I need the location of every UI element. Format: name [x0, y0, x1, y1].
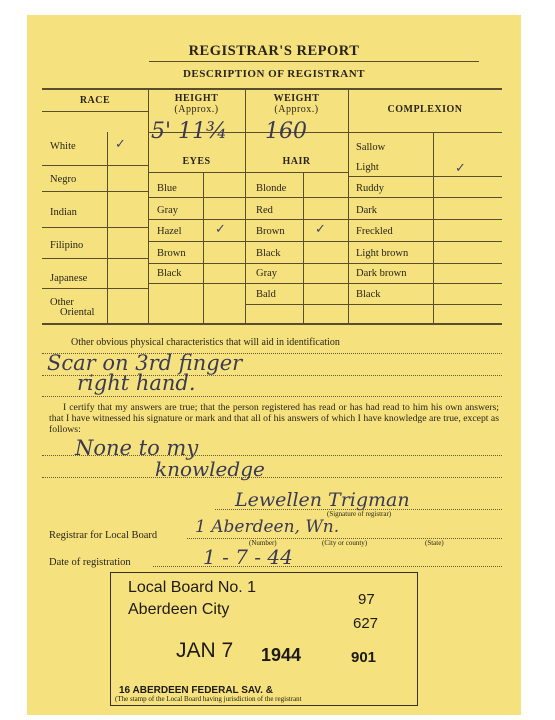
complexion-ruddy: Ruddy — [356, 183, 385, 194]
registration-date: 1 - 7 - 44 — [203, 545, 293, 569]
col-line — [303, 172, 304, 323]
eyes-hazel: Hazel — [157, 226, 182, 237]
row-line — [148, 283, 502, 284]
stamp-bottom-text: 16 ABERDEEN FEDERAL SAV. & — [119, 685, 273, 696]
exceptions-line-1: None to my — [75, 436, 199, 460]
row-line — [148, 172, 348, 173]
date-label: Date of registration — [49, 557, 131, 568]
complexion-light: Light — [356, 162, 379, 173]
eyes-black: Black — [157, 268, 182, 279]
col-line — [148, 90, 149, 323]
col-line — [348, 90, 349, 323]
row-line — [148, 263, 502, 264]
row-line — [42, 227, 148, 228]
characteristics-line-1: Scar on 3rd finger — [47, 351, 243, 375]
stamp-num-2: 627 — [353, 615, 379, 632]
eyes-header: EYES — [182, 156, 211, 167]
race-oriental: Oriental — [60, 307, 95, 318]
race-filipino: Filipino — [50, 240, 84, 251]
hair-black: Black — [256, 248, 281, 259]
certification-text: I certify that my answers are true; that the person registered has read or has had read to him his own answers; that I have witnessed his signature or mark and that all of his answers of which I have knowledge are true, except as follows: — [49, 402, 499, 435]
eyes-brown: Brown — [157, 248, 186, 259]
registration-card — [27, 15, 521, 715]
registrar-label: Registrar for Local Board — [49, 530, 158, 541]
stamp-city: Aberdeen City — [128, 601, 230, 618]
complexion-dark: Dark — [356, 205, 377, 216]
report-title: REGISTRAR'S REPORT — [188, 43, 360, 59]
signature-caption: (Signature of registrar) — [327, 510, 392, 518]
characteristics-line-2: right hand. — [77, 371, 196, 395]
race-white: White — [50, 141, 76, 152]
row-line — [245, 304, 502, 305]
col-line — [203, 172, 204, 323]
weight-sub: (Approx.) — [274, 104, 319, 115]
height-sub: (Approx.) — [174, 104, 219, 115]
rule — [42, 396, 502, 397]
race-header: RACE — [79, 95, 111, 106]
complexion-light-brown: Light brown — [356, 248, 409, 259]
height-value: 5' 11¾ — [151, 119, 228, 144]
hair-brown: Brown — [256, 226, 285, 237]
table-top-rule — [42, 88, 502, 90]
registrar-board: 1 Aberdeen, Wn. — [195, 517, 340, 537]
race-indian: Indian — [50, 207, 77, 218]
race-other: Other — [50, 297, 74, 308]
row-line — [148, 219, 502, 220]
row-line — [42, 258, 148, 259]
weight-header: WEIGHT — [273, 93, 320, 104]
table-bottom-rule — [42, 323, 502, 325]
race-check-mark: ✓ — [115, 137, 126, 152]
row-line — [42, 288, 148, 289]
title-rule — [149, 61, 479, 62]
stamp-footnote: (The stamp of the Local Board having jurisdiction of the registrant — [115, 695, 302, 703]
weight-value: 160 — [265, 119, 307, 144]
eyes-blue: Blue — [157, 183, 177, 194]
rule — [42, 455, 502, 456]
row-line — [42, 191, 148, 192]
complexion-check-mark: ✓ — [455, 161, 466, 176]
eyes-check-mark: ✓ — [215, 222, 226, 237]
characteristics-label: Other obvious physical characteristics that will aid in identification — [71, 337, 340, 348]
row-line — [148, 241, 502, 242]
complexion-sallow: Sallow — [356, 142, 386, 153]
section-title: DESCRIPTION OF REGISTRANT — [182, 68, 365, 80]
number-caption: (Number) — [249, 539, 277, 547]
race-japanese: Japanese — [50, 273, 88, 284]
col-line — [433, 132, 434, 323]
exceptions-line-2: knowledge — [155, 457, 265, 481]
race-negro: Negro — [50, 174, 77, 185]
hair-red: Red — [256, 205, 273, 216]
hair-bald: Bald — [256, 289, 276, 300]
city-caption: (City or county) — [322, 539, 368, 547]
registrar-signature: Lewellen Trigman — [235, 489, 410, 511]
height-header: HEIGHT — [174, 93, 219, 104]
hair-gray: Gray — [256, 268, 277, 279]
state-caption: (State) — [425, 539, 444, 547]
row-line — [42, 165, 148, 166]
stamp-num-3: 901 — [351, 649, 377, 666]
stamp-date: JAN 7 — [176, 639, 234, 662]
eyes-gray: Gray — [157, 205, 178, 216]
local-board-stamp — [110, 572, 418, 706]
stamp-num-1: 97 — [358, 591, 375, 608]
hair-blonde: Blonde — [256, 183, 287, 194]
row-line — [42, 111, 148, 112]
rule — [42, 477, 502, 478]
hair-header: HAIR — [282, 156, 311, 167]
complexion-dark-brown: Dark brown — [356, 268, 407, 279]
row-line — [348, 176, 502, 177]
rule — [153, 566, 502, 567]
stamp-year: 1944 — [261, 645, 302, 665]
row-line — [148, 197, 502, 198]
col-line — [245, 90, 246, 323]
complexion-header: COMPLEXION — [387, 104, 463, 115]
complexion-freckled: Freckled — [356, 226, 393, 237]
hair-check-mark: ✓ — [315, 222, 326, 237]
stamp-board: Local Board No. 1 — [128, 579, 257, 596]
complexion-black: Black — [356, 289, 381, 300]
